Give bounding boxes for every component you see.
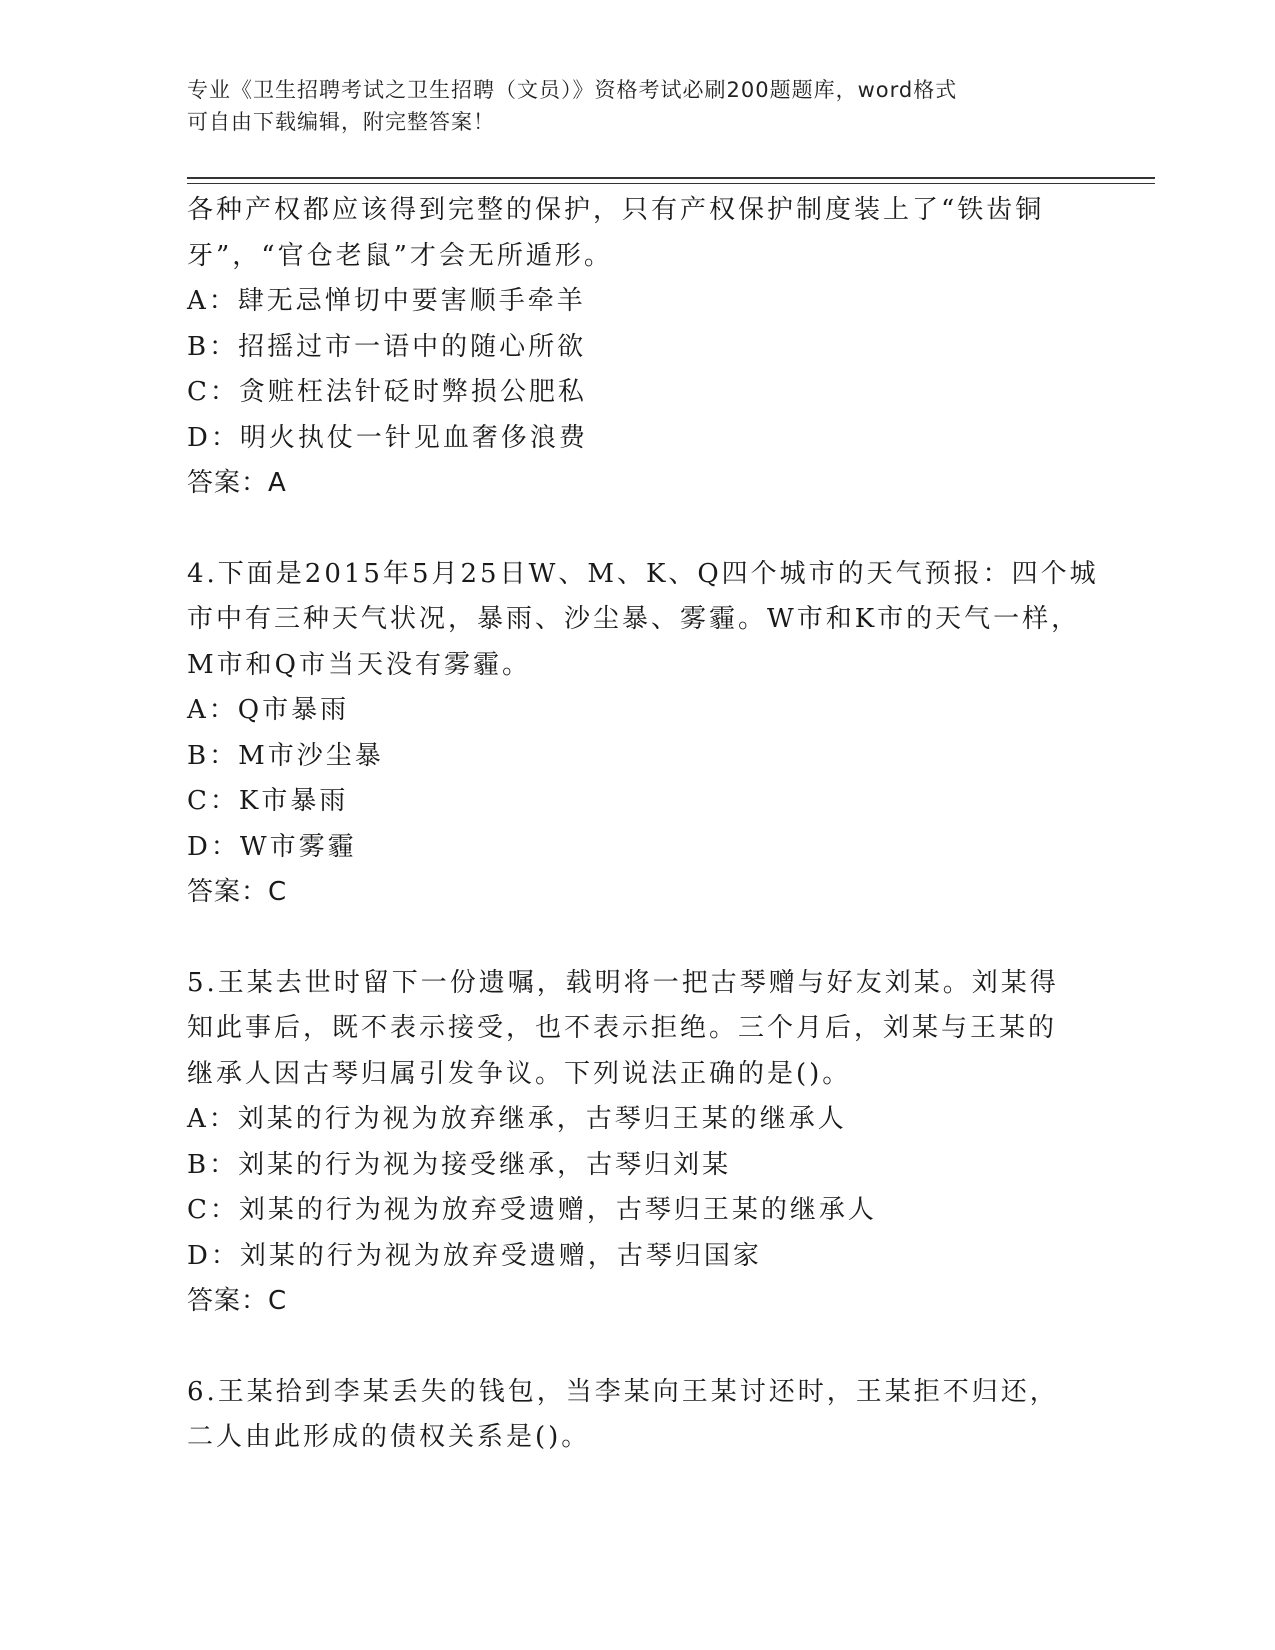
question-4	[187, 552, 1099, 916]
question-6	[187, 1370, 1087, 1461]
question-stem-line: 6.王某拾到李某丢失的钱包，当李某向王某讨还时，王某拒不归还，	[187, 1376, 1059, 1407]
header-divider-thin	[187, 183, 1155, 184]
question-3	[187, 188, 1087, 507]
option-c: C：K市暴雨	[187, 786, 349, 816]
question-5	[187, 961, 1087, 1325]
header-line-2: 可自由下载编辑，附完整答案！	[187, 110, 495, 134]
header-line-1: 专业《卫生招聘考试之卫生招聘（文员）》资格考试必刷200题题库，word格式	[187, 78, 958, 102]
question-gap	[187, 507, 1087, 552]
option-a: A：刘某的行为视为放弃继承，古琴归王某的继承人	[187, 1104, 847, 1134]
answer-line: 答案：C	[187, 877, 288, 907]
option-c: C：贪赃枉法针砭时弊损公肥私	[187, 377, 587, 407]
question-stem-line: 各种产权都应该得到完整的保护，只有产权保护制度装上了“铁齿铜	[187, 195, 1045, 225]
option-a: A：Q市暴雨	[187, 695, 350, 725]
question-stem-line: 继承人因古琴归属引发争议。下列说法正确的是()。	[187, 1058, 852, 1089]
question-stem-line: 4.下面是2015年5月25日W、M、K、Q四个城市的天气预报：四个城	[187, 558, 1099, 589]
question-stem-line: M市和Q市当天没有雾霾。	[187, 649, 531, 680]
option-b: B：M市沙尘暴	[187, 740, 384, 771]
question-gap	[187, 1325, 1087, 1370]
header-divider-thick	[187, 177, 1155, 179]
option-b: B：招摇过市一语中的随心所欲	[187, 331, 587, 362]
question-content	[187, 188, 1099, 1461]
document-header	[187, 74, 1067, 138]
option-d: D：刘某的行为视为放弃受遗赠，古琴归国家	[187, 1240, 762, 1271]
option-b: B：刘某的行为视为接受继承，古琴归刘某	[187, 1149, 732, 1180]
question-stem-line: 市中有三种天气状况，暴雨、沙尘暴、雾霾。W市和K市的天气一样，	[187, 604, 1081, 634]
answer-line: 答案：C	[187, 1286, 288, 1316]
question-stem-line: 牙”，“官仓老鼠”才会无所遁形。	[187, 240, 613, 271]
answer-line: 答案：A	[187, 468, 287, 498]
option-a: A：肆无忌惮切中要害顺手牵羊	[187, 286, 586, 316]
question-stem-line: 5.王某去世时留下一份遗嘱，载明将一把古琴赠与好友刘某。刘某得	[187, 967, 1059, 998]
question-stem-line: 二人由此形成的债权关系是()。	[187, 1422, 591, 1452]
option-c: C：刘某的行为视为放弃受遗赠，古琴归王某的继承人	[187, 1195, 877, 1225]
question-gap	[187, 916, 1087, 961]
option-d: D：W市雾霾	[187, 831, 357, 862]
question-stem-line: 知此事后，既不表示接受，也不表示拒绝。三个月后，刘某与王某的	[187, 1013, 1058, 1043]
option-d: D：明火执仗一针见血奢侈浪费	[187, 422, 588, 453]
